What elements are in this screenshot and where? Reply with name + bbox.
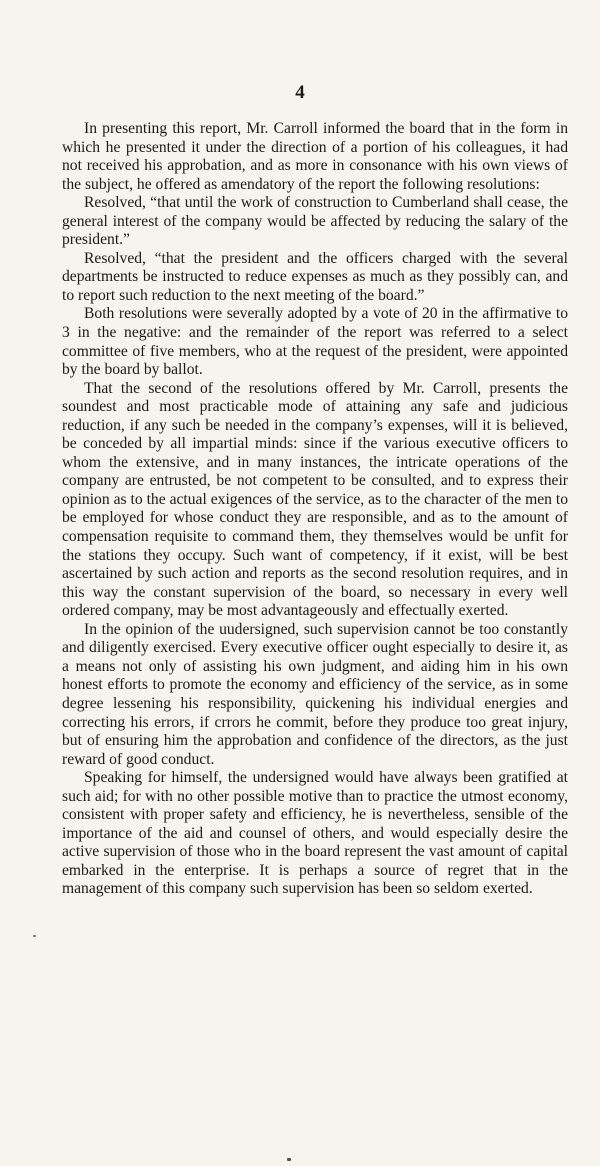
paragraph-vote: Both resolutions were severally adopted by a vote of 20 in the affirmative to 3 in the negative: and the remainder of the report was referred to a select committee of five members, who at the request of the president, were appointed by the board by ballot. [62, 305, 568, 379]
paragraph-second-resolution: That the second of the resolutions offered by Mr. Carroll, presents the soundest and most practicable mode of attaining any safe and judicious reduction, if any such be needed in the company’s expenses, will it is believed, be conceded by all impartial minds: since if the various executive officers to whom the extensive, and in many instances, the intricate operations of the company are entrusted, be not competent to be consulted, and to express their opinion as to the actual exigences of the service, as to the character of the men to be employed for whose conduct they are responsible, and as to the amount of compensation requisite to command them, they themselves would be unfit for the stations they occupy. Such want of competency, if it exist, will be best ascertained by such action and reports as the second resolution requires, and in this way the constant supervision of the board, so necessary in every well ordered company, may be most advantageously and effectually exerted. [62, 379, 568, 620]
paragraph-resolution-2: Resolved, “that the president and the officers charged with the several departments be instructed to reduce expenses as much as they possibly can, and to report such reduction to the next meeting of the board.” [62, 249, 568, 304]
body-text [62, 120, 568, 899]
page-number: 4 [295, 82, 305, 103]
ink-mark [33, 935, 36, 937]
paragraph-resolution-1: Resolved, “that until the work of construction to Cumberland shall cease, the general interest of the company would be affected by reducing the salary of the president.” [62, 194, 568, 249]
ink-mark-bottom [287, 1158, 291, 1161]
paragraph-intro: In presenting this report, Mr. Carroll informed the board that in the form in which he presented it under the direction of a portion of his colleagues, it had not received his approbation, and as more in consonance with his own views of the subject, he offered as amendatory of the report the following resolutions: [62, 120, 568, 193]
paragraph-supervision-opinion: In the opinion of the uudersigned, such supervision cannot be too constantly and diligently exercised. Every executive officer ought especially to desire it, as a means not only of assisting his own judgment, and aiding him in his own honest efforts to promote the economy and efficiency of the service, as in some degree lessening his responsibility, quickening his individual energies and correcting his errors, if crrors he commit, before they produce too great injury, but of ensuring him the approbation and confidence of the directors, as the just reward of good conduct. [62, 620, 568, 768]
paragraph-speaking-for-himself: Speaking for himself, the undersigned would have always been gratified at such aid; for with no other possible motive than to practice the utmost economy, consistent with proper safety and efficiency, he is nevertheless, sensible of the importance of the aid and counsel of others, and would especially desire the active supervision of those who in the board represent the vast amount of capital embarked in the enterprise. It is perhaps a source of regret that in the management of this company such supervision has been so seldom exerted. [62, 769, 568, 898]
